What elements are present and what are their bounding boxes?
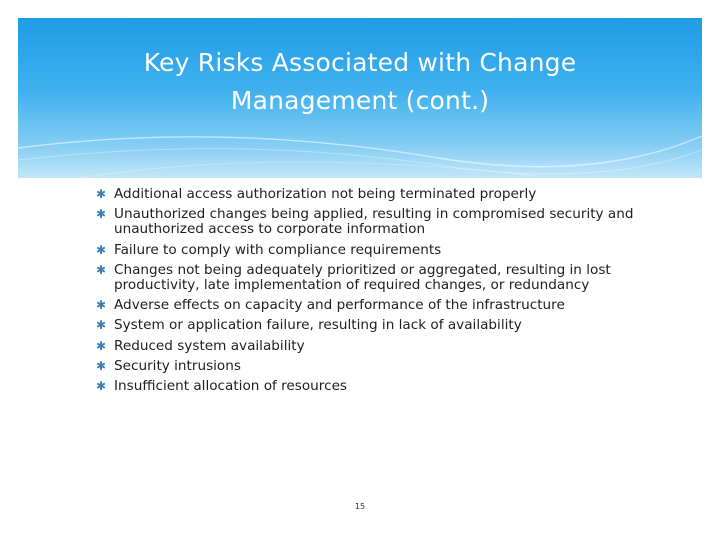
bullet-item [96, 187, 656, 202]
bullet-item [96, 339, 656, 354]
bullet-list [96, 187, 656, 400]
asterisk-bullet-icon: ✱ [96, 379, 107, 394]
bullet-text: Security intrusions [114, 358, 241, 375]
bullet-item [96, 318, 656, 333]
slide-title-line-1: Key Risks Associated with Change [143, 48, 577, 77]
bullet-item [96, 359, 656, 374]
bullet-item [96, 298, 656, 313]
asterisk-bullet-icon: ✱ [96, 207, 107, 222]
bullet-item [96, 379, 656, 394]
asterisk-bullet-icon: ✱ [96, 318, 107, 333]
asterisk-bullet-icon: ✱ [96, 242, 107, 257]
slide-title-line-2: Management (cont.) [230, 86, 490, 115]
page-number: 15 [354, 502, 366, 511]
asterisk-bullet-icon: ✱ [96, 298, 107, 313]
bullet-text: System or application failure, resulting in lack of availability [114, 317, 522, 334]
bullet-item [96, 263, 656, 293]
slide-title [18, 44, 702, 120]
bullet-text: Adverse effects on capacity and performance of the infrastructure [114, 297, 565, 314]
bullet-text: Failure to comply with compliance requirements [114, 241, 442, 258]
asterisk-bullet-icon: ✱ [96, 338, 107, 353]
bullet-text: Changes not being adequately prioritized or aggregated, resulting in lost productivity, late implementation of required changes, or redundancy [114, 261, 611, 293]
bullet-text: Unauthorized changes being applied, resulting in compromised security and unauthorized access to corporate information [114, 206, 634, 238]
asterisk-bullet-icon: ✱ [96, 359, 107, 374]
bullet-text: Reduced system availability [114, 337, 305, 354]
bullet-item [96, 243, 656, 258]
bullet-text: Additional access authorization not being terminated properly [114, 186, 537, 202]
bullet-item [96, 207, 656, 237]
asterisk-bullet-icon: ✱ [96, 262, 107, 277]
asterisk-bullet-icon: ✱ [96, 187, 107, 201]
bullet-text: Insufficient allocation of resources [114, 378, 348, 395]
